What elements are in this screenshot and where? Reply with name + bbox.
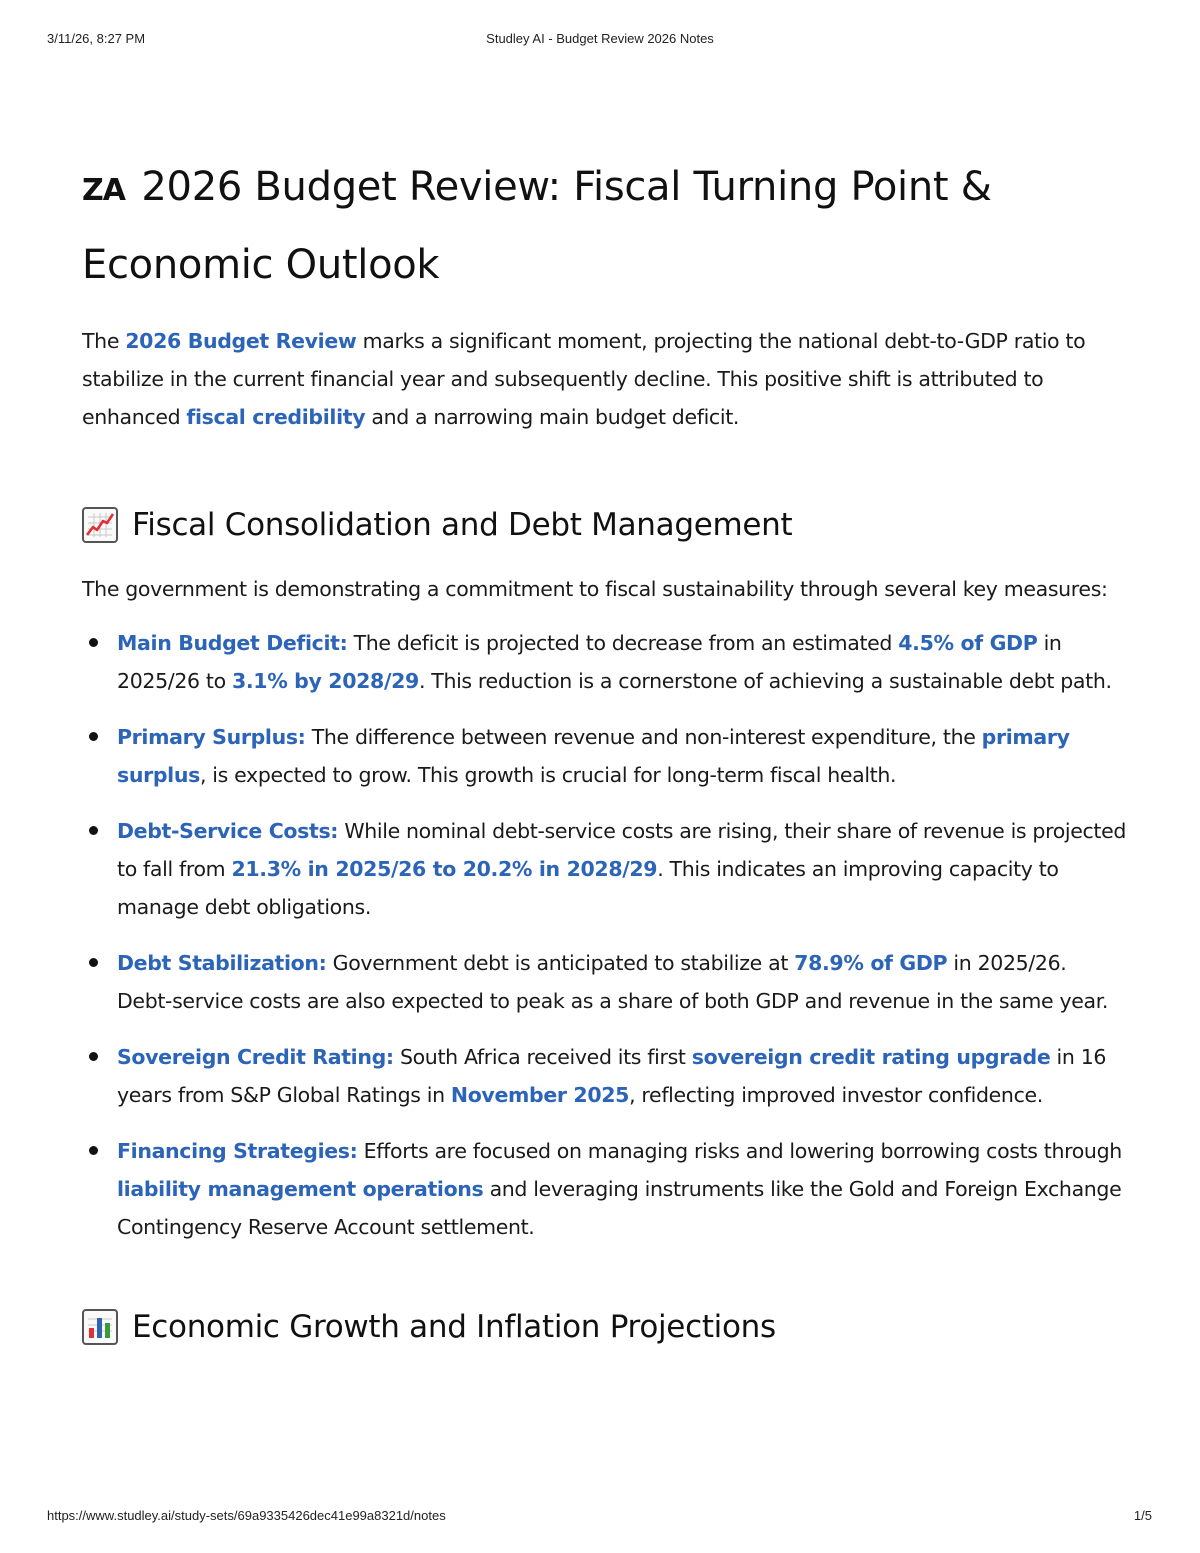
- za-flag-icon: ZA: [82, 173, 125, 208]
- keyword: November 2025: [450, 1083, 630, 1107]
- item-label: Debt Stabilization:: [117, 951, 327, 975]
- intro-paragraph: The 2026 Budget Review marks a significant moment, projecting the national debt-to-GDP ratio to stabilize in the current financial year and subsequently decline. This positive shift is attributed to enhanced fiscal credibility and a narrowing main budget deficit.: [82, 329, 1086, 429]
- section-heading-text: Fiscal Consolidation and Debt Management: [132, 507, 793, 543]
- print-doc-title: Studley AI - Budget Review 2026 Notes: [486, 31, 714, 46]
- section-heading-fiscal: [82, 505, 1127, 545]
- bar-chart-icon: [82, 1309, 118, 1345]
- list-item: Debt Stabilization: Government debt is anticipated to stabilize at 78.9% of GDP in 2025/26. Debt-service costs are also expected to peak as a share of both GDP and revenue in the same year.: [82, 944, 1127, 1020]
- section-lead: The government is demonstrating a commitment to fiscal sustainability through several key measures:: [82, 577, 1108, 601]
- keyword: 78.9% of GDP: [794, 951, 948, 975]
- page-number: 1/5: [1133, 1508, 1152, 1523]
- print-footer: [0, 1508, 1200, 1526]
- list-item: Sovereign Credit Rating: South Africa received its first sovereign credit rating upgrade in 16 years from S&P Global Ratings in November 2025, reflecting improved investor confidence.: [82, 1038, 1127, 1114]
- keyword: 2026 Budget Review: [125, 329, 357, 353]
- notes-content: [82, 150, 1127, 1347]
- item-label: Sovereign Credit Rating:: [117, 1045, 394, 1069]
- keyword: primary surplus: [117, 725, 1070, 787]
- print-header: [0, 31, 1200, 49]
- keyword: liability management operations: [117, 1177, 484, 1201]
- section-heading-growth: [82, 1307, 1127, 1347]
- item-label: Financing Strategies:: [117, 1139, 358, 1163]
- page-title-text: 2026 Budget Review: Fiscal Turning Point & Economic Outlook: [82, 164, 992, 288]
- keyword: 3.1% by 2028/29: [231, 669, 419, 693]
- keyword: fiscal credibility: [186, 405, 366, 429]
- list-item: Primary Surplus: The difference between revenue and non-interest expenditure, the primary surplus, is expected to grow. This growth is crucial for long-term fiscal health.: [82, 718, 1127, 794]
- print-datetime: 3/11/26, 8:27 PM: [47, 31, 146, 46]
- item-label: Main Budget Deficit:: [117, 631, 348, 655]
- keyword: 4.5% of GDP: [898, 631, 1038, 655]
- measures-list: [82, 624, 1127, 1246]
- list-item: Debt-Service Costs: While nominal debt-service costs are rising, their share of revenue is projected to fall from 21.3% in 2025/26 to 20.2% in 2028/29. This indicates an improving capacity to manage debt obligations.: [82, 812, 1127, 926]
- keyword: 21.3% in 2025/26 to 20.2% in 2028/29: [231, 857, 658, 881]
- item-label: Primary Surplus:: [117, 725, 306, 749]
- section-heading-text: Economic Growth and Inflation Projections: [132, 1309, 776, 1345]
- page-title: [82, 150, 1127, 302]
- list-item: Financing Strategies: Efforts are focused on managing risks and lowering borrowing costs through liability management operations and leveraging instruments like the Gold and Foreign Exchange Contingency Reserve Account settlement.: [82, 1132, 1127, 1246]
- keyword: sovereign credit rating upgrade: [691, 1045, 1051, 1069]
- list-item: Main Budget Deficit: The deficit is projected to decrease from an estimated 4.5% of GDP in 2025/26 to 3.1% by 2028/29. This reduction is a cornerstone of achieving a sustainable debt path.: [82, 624, 1127, 700]
- chart-increasing-icon: [82, 507, 118, 543]
- item-label: Debt-Service Costs:: [117, 819, 339, 843]
- print-url: https://www.studley.ai/study-sets/69a9335426dec41e99a8321d/notes: [47, 1508, 446, 1523]
